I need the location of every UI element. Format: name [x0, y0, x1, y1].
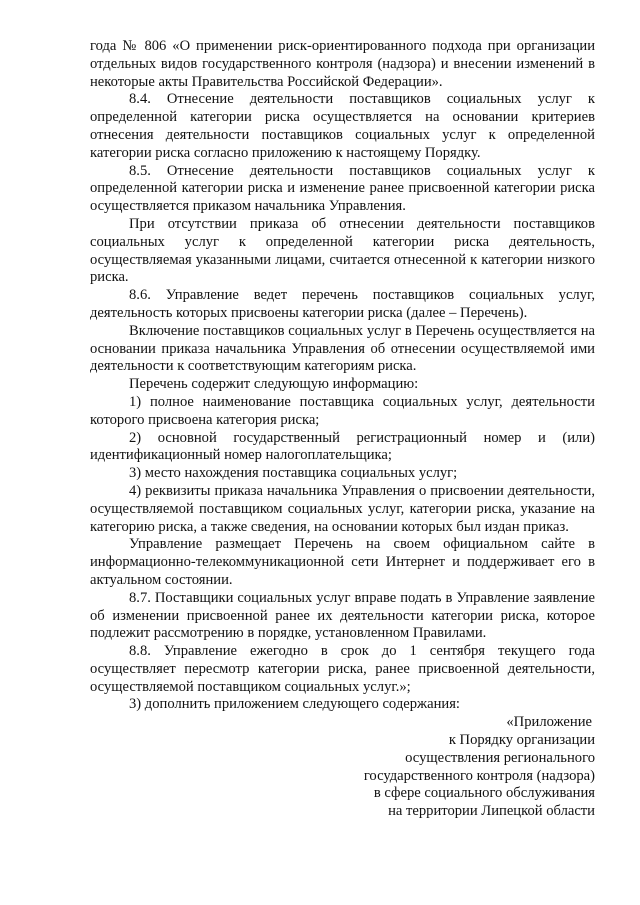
paragraph-list-intro: Перечень содержит следующую информацию: — [129, 376, 419, 393]
paragraph-8-8: 8.8. Управление ежегодно в срок до 1 сентября текущего года осуществляет пересмотр категории риска, ранее присвоенной деятельности, осуществляемой поставщиком социальных услуг.»; — [90, 643, 595, 695]
appendix-line: на территории Липецкой области — [388, 803, 595, 820]
appendix-line: государственного контроля (надзора) — [363, 767, 595, 784]
list-item-4: 4) реквизиты приказа начальника Управления о присвоении деятельности, осуществляемой поставщиком социальных услуг, категории риска, указание на категорию риска, а также сведения, на основании которых был издан приказ. — [90, 482, 595, 535]
document-page — [90, 38, 595, 821]
paragraph-no-order: При отсутствии приказа об отнесении деятельности поставщиков социальных услуг к определенной категории риска деятельность, осуществляемая указанными лицами, считается отнесенной к категории низкого риска. — [90, 215, 595, 286]
appendix-line: в сфере социального обслуживания — [373, 785, 595, 802]
appendix-line: осуществления регионального — [405, 749, 595, 766]
list-item-2: 2) основной государственный регистрационный номер и (или) идентификационный номер налогоплательщика; — [90, 429, 595, 464]
list-item-3: 3) место нахождения поставщика социальных услуг; — [129, 465, 458, 482]
appendix-line: к Порядку организации — [448, 732, 595, 749]
appendix-line: «Приложение — [506, 714, 592, 731]
paragraph-8-4: 8.4. Отнесение деятельности поставщиков социальных услуг к определенной категории риска осуществляется на основании критериев отнесения деятельности поставщиков социальных услуг к определенной категории риска согласно приложению к настоящему Порядку. — [90, 91, 595, 161]
paragraph-inclusion: Включение поставщиков социальных услуг в Перечень осуществляется на основании приказа начальника Управления об отнесении осуществляемой ими деятельности к соответствующим категориям риска. — [90, 322, 595, 375]
paragraph-8-6: 8.6. Управление ведет перечень поставщиков социальных услуг, деятельность которых присвоены категории риска (далее – Перечень). — [90, 287, 595, 321]
paragraph-amendment-3: 3) дополнить приложением следующего содержания: — [129, 696, 460, 713]
paragraph-8-5: 8.5. Отнесение деятельности поставщиков социальных услуг к определенной категории риска и изменение ранее присвоенной категории риска осуществляется приказом начальника Управления. — [90, 162, 595, 215]
paragraph-publication: Управление размещает Перечень на своем официальном сайте в информационно-телекоммуникационной сети Интернет и поддерживает его в актуальном состоянии. — [90, 536, 595, 588]
list-item-1: 1) полное наименование поставщика социальных услуг, деятельности которого присвоена категория риска; — [90, 393, 595, 428]
paragraph-continuation: года № 806 «О применении риск-ориентированного подхода при организации отдельных видов государственного контроля (надзора) и внесении изменений в некоторые акты Правительства Российской Федерации». — [90, 38, 595, 90]
paragraph-8-7: 8.7. Поставщики социальных услуг вправе подать в Управление заявление об изменении присвоенной ранее их деятельности категории риска, которое подлежит рассмотрению в порядке, установленном Правилами. — [90, 589, 595, 642]
appendix-header — [90, 714, 595, 821]
